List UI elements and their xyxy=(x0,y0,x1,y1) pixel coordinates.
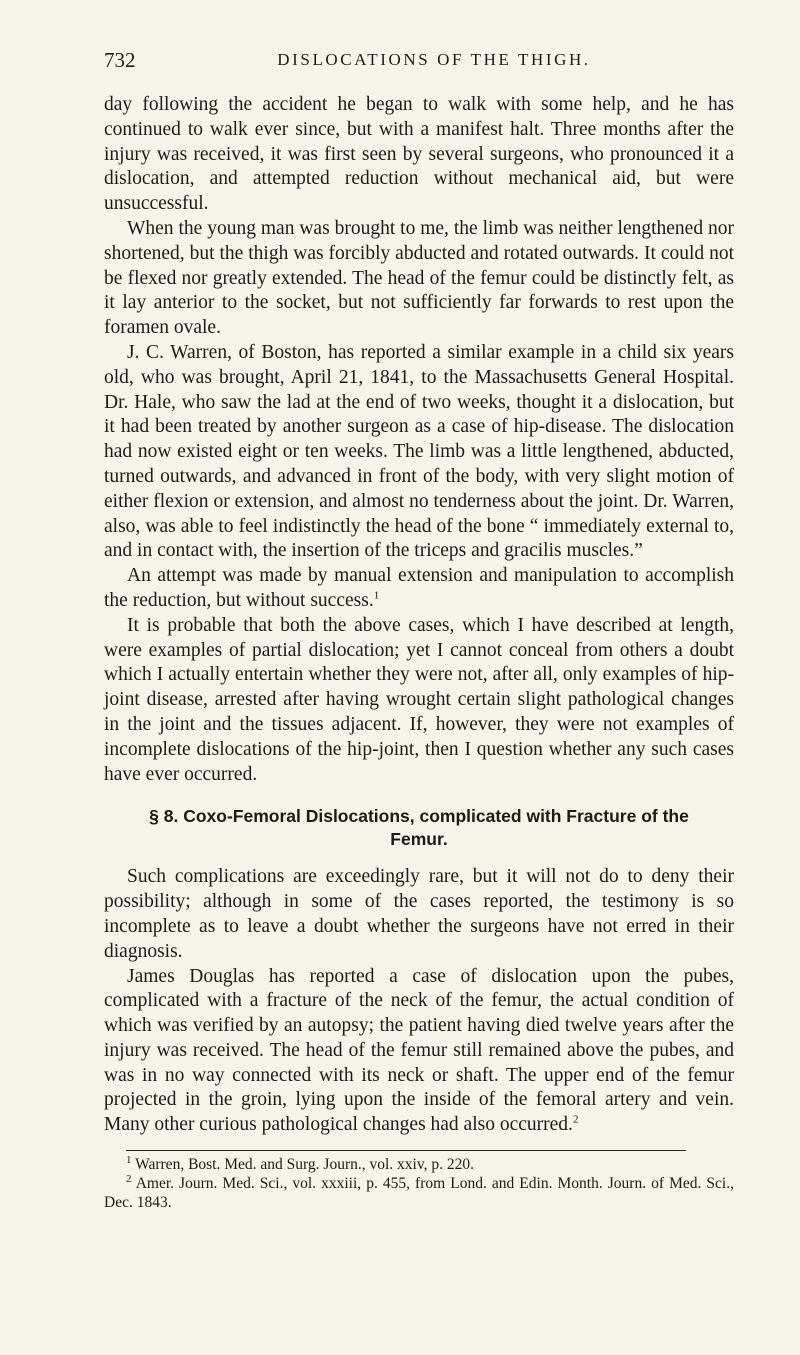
paragraph-text: An attempt was made by manual extension and manipulation to accomplish the reduction, but without success. xyxy=(104,565,734,611)
paragraph: It is probable that both the above cases, which I have described at length, were examples of partial dislocation; yet I cannot conceal from others a doubt which I actually entertain whether they were not, after all, only examples of hip-joint disease, arrested after having wrought certain slight pathological changes in the joint and the tissues adjacent. If, however, they were not examples of incomplete dislocations of the hip-joint, then I question whether any such cases have ever occurred. xyxy=(104,614,734,785)
body-text xyxy=(104,93,734,1138)
paragraph xyxy=(104,965,734,1139)
running-title: DISLOCATIONS OF THE THIGH. xyxy=(277,50,591,69)
footnote-rule xyxy=(126,1150,686,1151)
footnote-ref: 2 xyxy=(572,1113,579,1126)
footnote-text: Amer. Journ. Med. Sci., vol. xxxiii, p. 455, from Lond. and Edin. Month. Journ. of Med. Sci., Dec. 1843. xyxy=(104,1175,734,1212)
running-head xyxy=(104,48,734,82)
footnote-mark: 1 xyxy=(126,1153,132,1166)
paragraph: When the young man was brought to me, the limb was neither lengthened nor shortened, but the thigh was forcibly abducted and rotated outwards. It could not be flexed nor greatly extended. The head of the femur could be distinctly felt, as it lay anterior to the socket, but not sufficiently far forwards to rest upon the foramen ovale. xyxy=(104,217,734,339)
footnote-text: Warren, Bost. Med. and Surg. Journ., vol. xxiv, p. 220. xyxy=(131,1156,474,1174)
footnote xyxy=(104,1174,734,1212)
paragraph-text: James Douglas has reported a case of dislocation upon the pubes, complicated with a fracture of the neck of the femur, the actual condition of which was verified by an autopsy; the patient having died twelve years after the injury was received. The head of the femur still remained above the pubes, and was in no way connected with its neck or shaft. The upper end of the femur projected in the groin, lying upon the inside of the femoral artery and vein. Many other curious pathological changes had also occurred. xyxy=(104,965,734,1136)
footnote xyxy=(104,1155,734,1174)
paragraph: Such complications are exceedingly rare, but it will not do to deny their possibility; although in some of the cases reported, the testimony is so incomplete as to leave a doubt whether the surgeons have not erred in their diagnosis. xyxy=(104,866,734,962)
footnotes xyxy=(104,1155,734,1212)
paragraph: day following the accident he began to walk with some help, and he has continued to walk ever since, but with a manifest halt. Three months after the injury was received, it was first seen by several surgeons, who pronounced it a dislocation, and attempted reduction without mechanical aid, but were unsuccessful. xyxy=(104,94,734,215)
footnote-ref: 1 xyxy=(373,589,380,602)
book-page xyxy=(104,48,734,1212)
section-heading: § 8. Coxo-Femoral Dislocations, complicated with Fracture of the Femur. xyxy=(149,806,689,850)
paragraph xyxy=(104,564,734,614)
footnote-mark: 2 xyxy=(126,1172,132,1185)
paragraph: J. C. Warren, of Boston, has reported a similar example in a child six years old, who was brought, April 21, 1841, to the Massachusetts General Hospital. Dr. Hale, who saw the lad at the end of two weeks, thought it a dislocation, but it had been treated by another surgeon as a case of hip-disease. The dislocation had now existed eight or ten weeks. The limb was a little lengthened, abducted, turned outwards, and advanced in front of the body, with very slight motion of either flexion or extension, and almost no tenderness about the joint. Dr. Warren, also, was able to feel indistinctly the head of the bone “ immediately external to, and in contact with, the insertion of the triceps and gracilis muscles.” xyxy=(104,341,734,562)
page-number: 732 xyxy=(104,48,136,72)
